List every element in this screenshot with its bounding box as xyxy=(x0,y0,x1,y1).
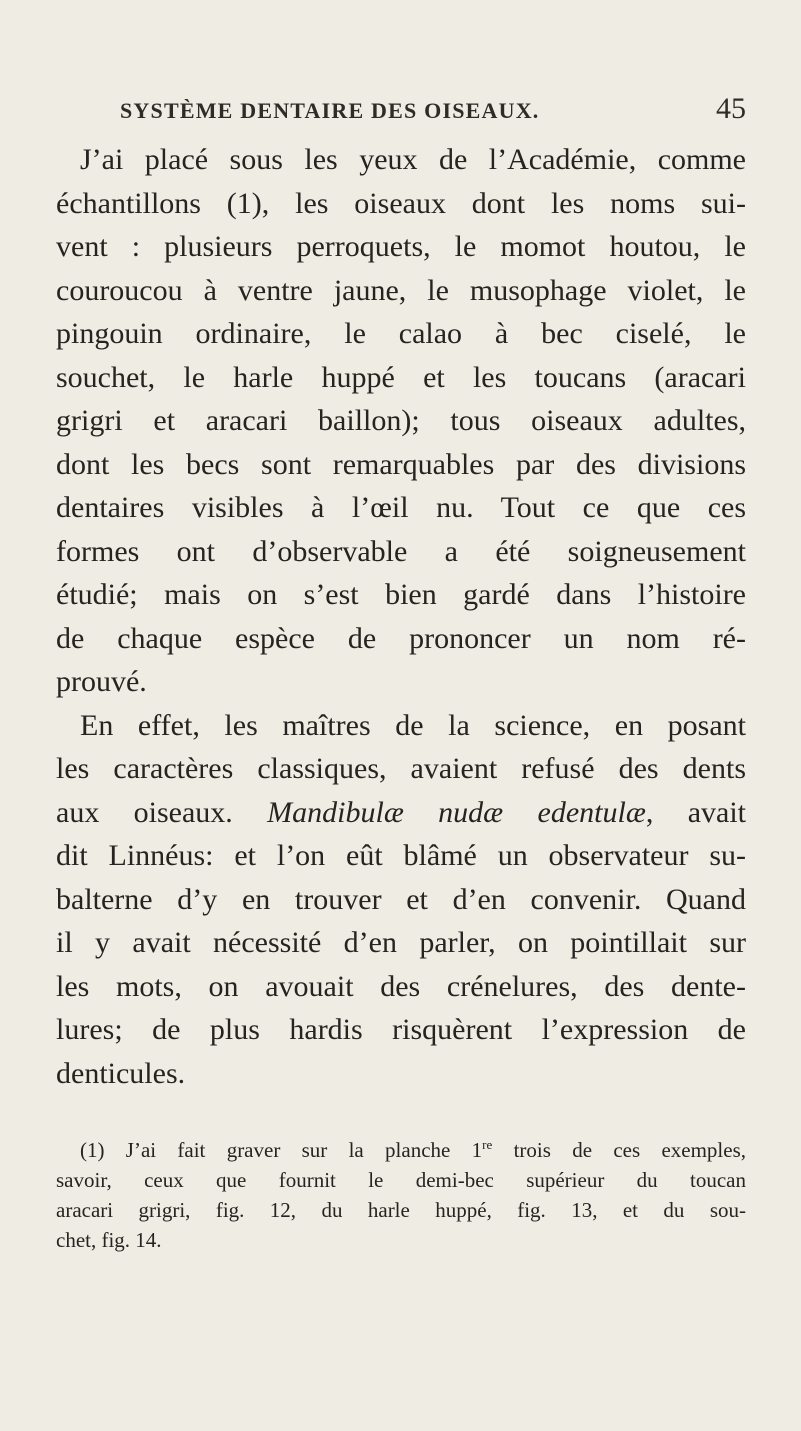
paragraph-2 xyxy=(56,704,746,1096)
text-line: formes ont d’observable a été soigneusement xyxy=(56,534,746,568)
text-line: couroucou à ventre jaune, le musophage violet, le xyxy=(56,273,746,307)
footnote-line: aracari grigri, fig. 12, du harle huppé, fig. 13, et du sou- xyxy=(56,1198,746,1222)
text-line: dont les becs sont remarquables par des divisions xyxy=(56,447,746,481)
text-line: les caractères classiques, avaient refusé des dents xyxy=(56,752,746,785)
text-line: échantillons (1), les oiseaux dont les noms sui- xyxy=(56,186,746,220)
text-fragment: trois de ces exemples, xyxy=(492,1138,746,1162)
running-title: SYSTÈME DENTAIRE DES OISEAUX. xyxy=(120,98,540,123)
book-page xyxy=(56,92,746,1255)
text-line: souchet, le harle huppé et les toucans (aracari xyxy=(56,360,746,394)
footnote-line xyxy=(56,1135,746,1165)
text-line: il y avait nécessité d’en parler, on pointillait sur xyxy=(56,926,746,959)
text-line-with-latin xyxy=(56,791,746,835)
text-line: vent : plusieurs perroquets, le momot houtou, le xyxy=(56,230,746,263)
text-line: les mots, on avouait des crénelures, des dente- xyxy=(56,969,746,1003)
text-line: grigri et aracari baillon); tous oiseaux adultes, xyxy=(56,404,746,437)
paragraph-1 xyxy=(56,138,746,704)
text-line: balterne d’y en trouver et d’en convenir. Quand xyxy=(56,882,746,916)
latin-quote: Mandibulæ nudæ edentulæ xyxy=(267,795,646,829)
text-fragment: , avait xyxy=(645,795,746,829)
text-line: étudié; mais on s’est bien gardé dans l’histoire xyxy=(56,578,746,611)
body-text xyxy=(56,138,746,1095)
text-line: prouvé. xyxy=(56,665,147,698)
text-fragment: aux oiseaux. xyxy=(56,795,268,829)
text-line: de chaque espèce de prononcer un nom ré- xyxy=(56,621,746,655)
superscript: re xyxy=(482,1137,493,1152)
text-line: denticules. xyxy=(56,1056,186,1090)
text-line: lures; de plus hardis risquèrent l’expression de xyxy=(56,1013,746,1046)
footnote-line: chet, fig. 14. xyxy=(56,1228,162,1252)
text-line: pingouin ordinaire, le calao à bec ciselé, le xyxy=(56,317,746,350)
footnote-line: savoir, ceux que fournit le demi-bec supérieur du toucan xyxy=(56,1168,746,1192)
page-number: 45 xyxy=(716,92,746,125)
running-head xyxy=(56,92,746,132)
text-line: dit Linnéus: et l’on eût blâmé un observateur su- xyxy=(56,839,746,872)
footnote xyxy=(56,1135,746,1255)
text-line: J’ai placé sous les yeux de l’Académie, comme xyxy=(80,143,746,176)
text-line: dentaires visibles à l’œil nu. Tout ce que ces xyxy=(56,491,746,524)
text-line: En effet, les maîtres de la science, en posant xyxy=(80,708,746,742)
text-fragment: (1) J’ai fait graver sur la planche 1 xyxy=(80,1138,483,1162)
